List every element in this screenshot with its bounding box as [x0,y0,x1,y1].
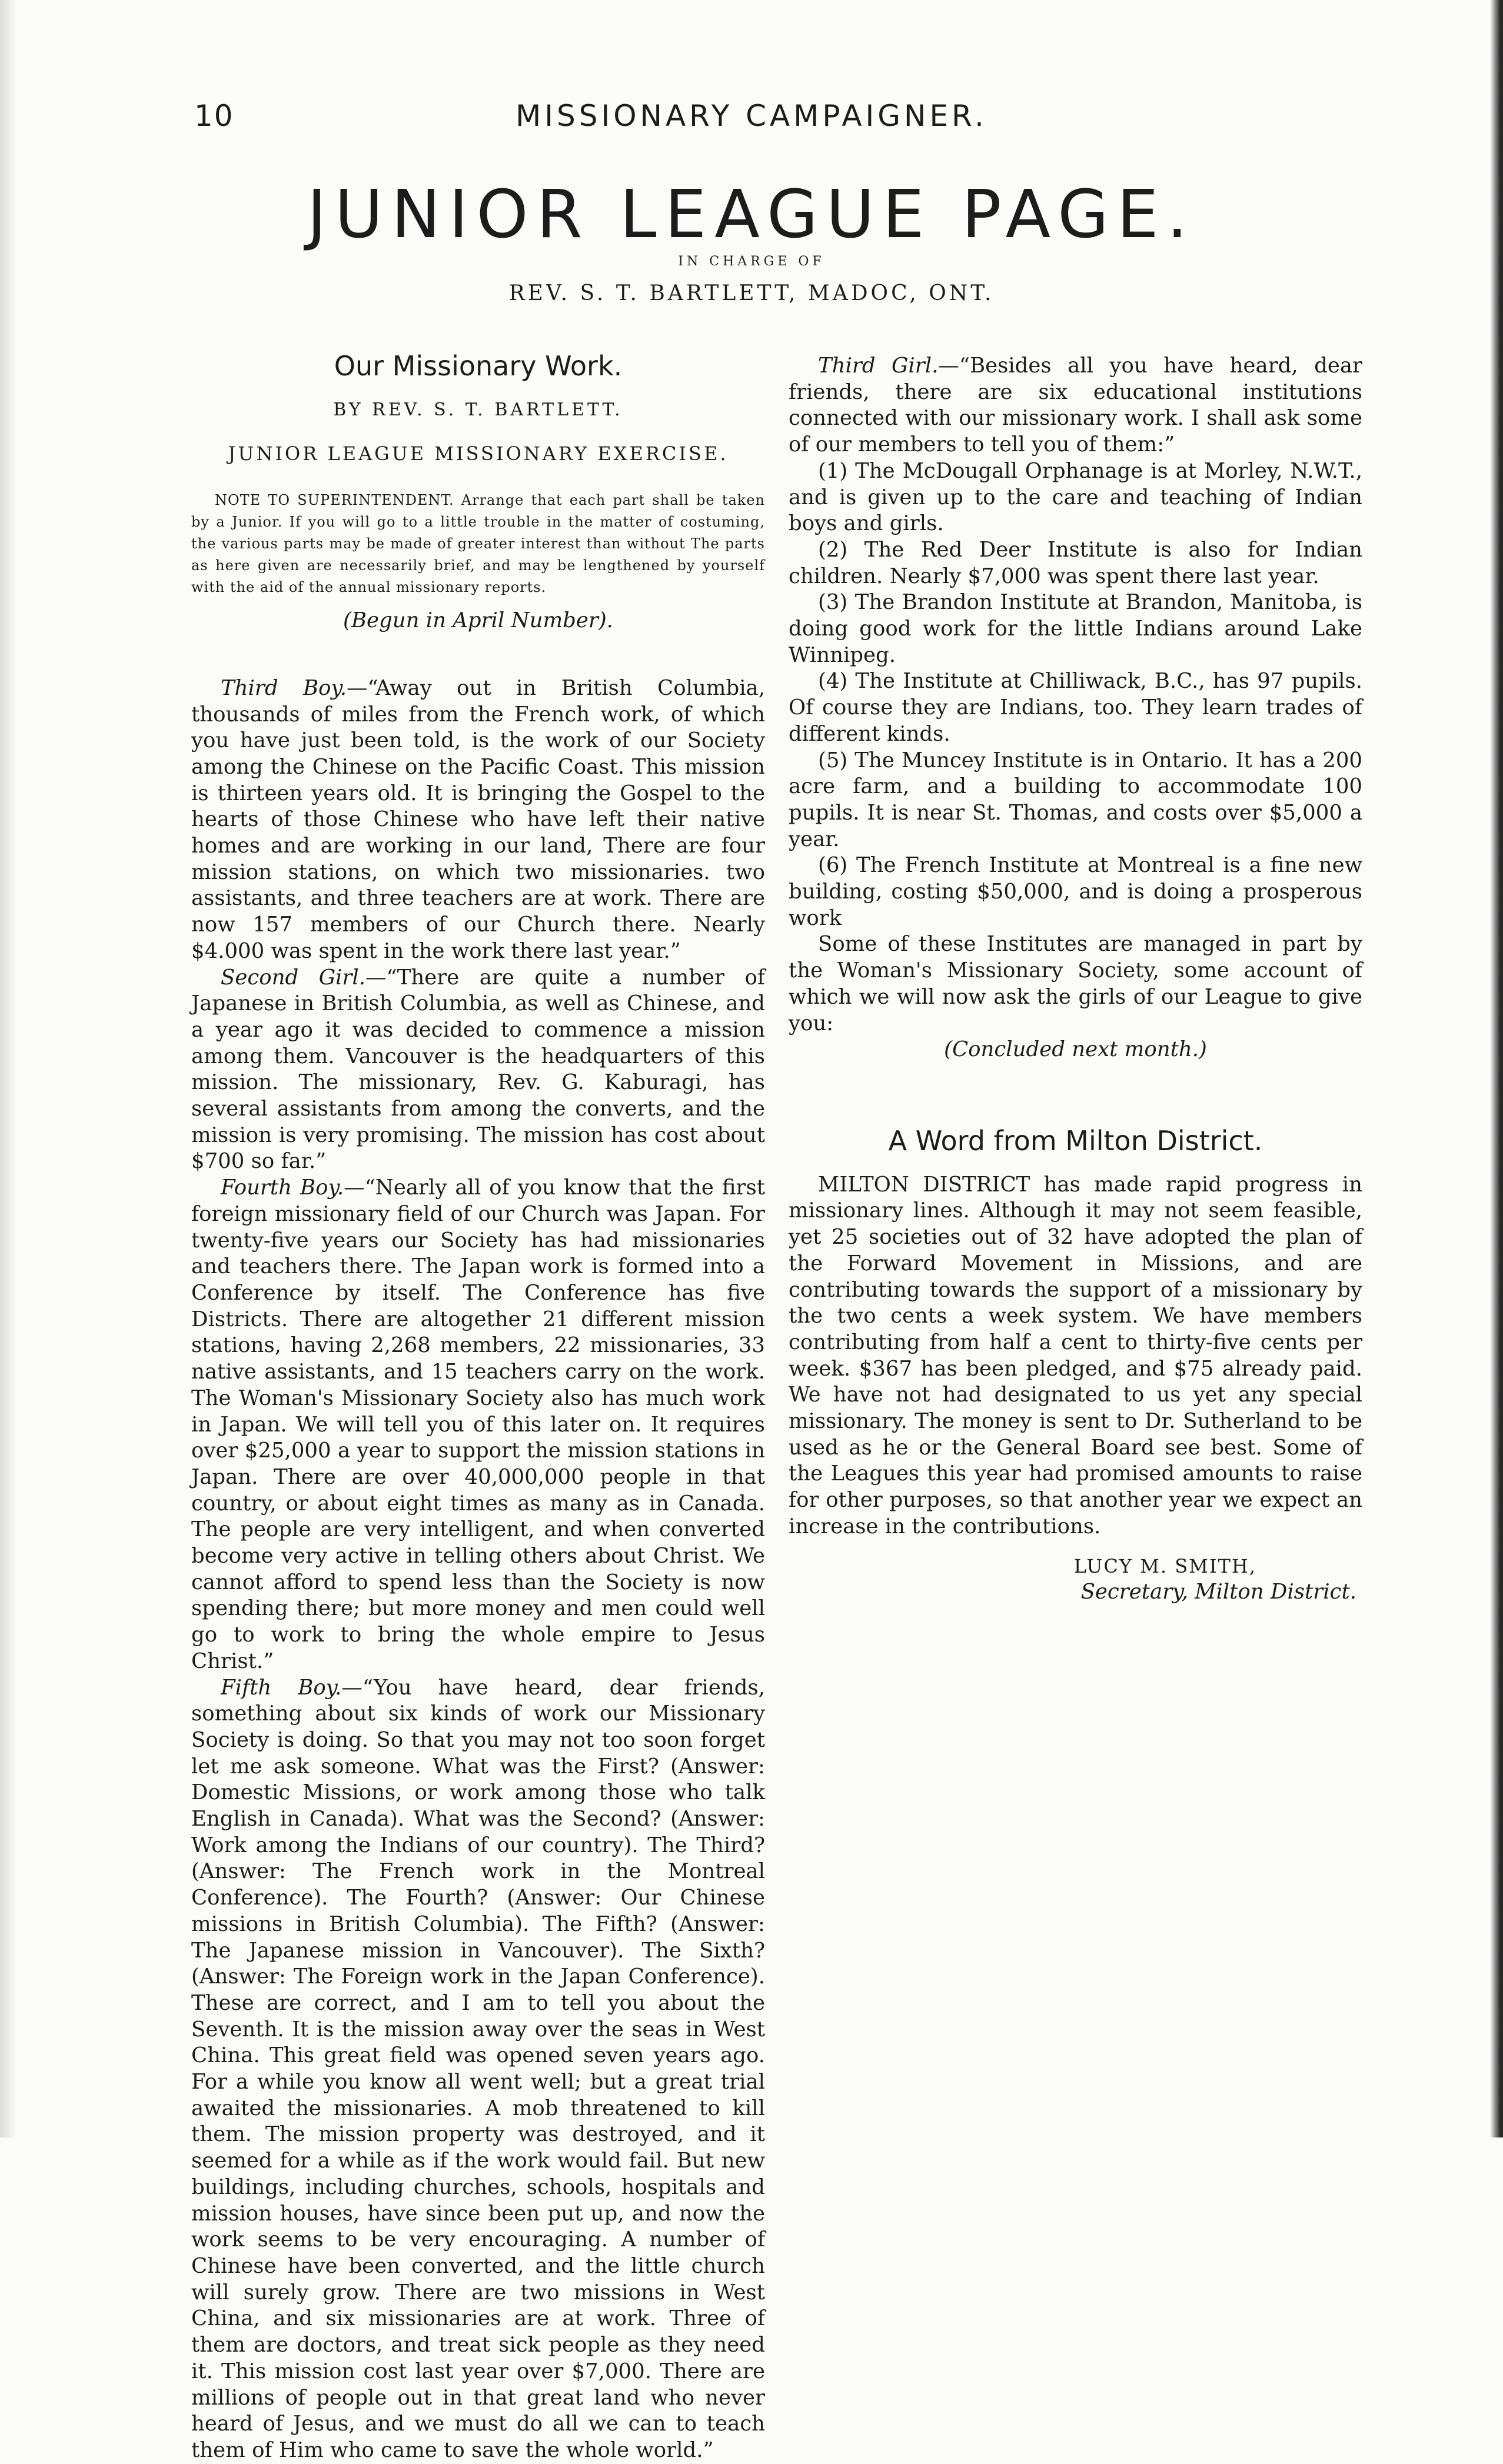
paragraph-text: —“Besides all you have heard, dear friends, there are six educational institutions connected with our missionary work. I shall ask some of our members to tell you of them:” [789,354,1362,457]
list-item: (5) The Muncey Institute is in Ontario. It has a 200 acre farm, and a building to accommodate 100 pupils. It is near St. Thomas, and costs over $5,000 a year. [789,748,1362,851]
column-left [191,350,766,2464]
signature [789,1553,1362,1606]
paragraph [191,1675,765,2464]
list-item: (3) The Brandon Institute at Brandon, Manitoba, is doing good work for the little Indians around Lake Winnipeg. [789,590,1362,667]
article-heading: Our Missionary Work. [334,350,623,382]
paragraph: MILTON DISTRICT has made rapid progress in missionary lines. Although it may not seem feasible, yet 25 societies out of 32 have adopted the plan of the Forward Movement in Missions, and are contributing towards the support of a missionary by the two cents a week system. We have members contributing from half a cent to thirty-five cents per week. $367 has been pledged, and $75 already paid. We have not had designated to us yet any special missionary. The money is sent to Dr. Sutherland to be used as he or the General Board see best. Some of the Leagues this year had promised amounts to raise for other purposes, so that another year we expect an increase in the contributions. [789,1172,1362,1539]
paragraph-text: —“There are quite a number of Japanese in British Columbia, as well as Chinese, and a year ago it was decided to commence a mission among them. Vancouver is the headquarters of this mission. The missionary, Rev. G. Kaburagi, has several assistants from among the converts, and the mission is very promising. The mission has cost about $700 so far.” [191,965,765,1174]
paragraph-text: —“You have heard, dear friends, something about six kinds of work our Missionary Society is doing. So that you may not too soon forget let me ask someone. What was the First? (Answer: Domestic Missions, or work among those who talk English in Canada). What was the Second? (Answer: Work among the Indians of our country). The Third? (Answer: The French work in the Montreal Conference). The Fourth? (Answer: Our Chinese missions in British Columbia). The Fifth? (Answer: The Japanese mission in Vancouver). The Sixth? (Answer: The Foreign work in the Japan Conference). These are correct, and I am to tell you about the Seventh. It is the mission away over the seas in West China. This great field was opened seven years ago. For a while you know all went well; but a great trial awaited the missionaries. A mob threatened to kill them. The mission property was destroyed, and it seemed for a while as if the work would fail. But new buildings, including churches, schools, hospitals and mission houses, have since been put up, and now the work seems to be very encouraging. A number of Chinese have been converted, and the little church will surely grow. There are two missions in West China, and six missionaries are at work. Three of them are doctors, and treat sick people as they need it. This mission cost last year over $7,000. There are millions of people out in that great land who never heard of Jesus, and we must do all we can to teach them of Him who came to save the whole world.” [191,1675,766,2462]
scan-edge-left [0,0,16,2137]
concluded-note: (Concluded next month.) [944,1037,1207,1062]
speaker-label: Fourth Boy. [221,1176,344,1200]
paragraph [191,675,765,965]
begun-note: (Begun in April Number). [343,608,613,633]
in-charge-label: IN CHARGE OF [678,254,825,269]
paragraph [191,965,765,1176]
paragraph [789,353,1362,458]
list-item: (4) The Institute at Chilliwack, B.C., has 97 pupils. Of course they are Indians, too. They learn trades of different kinds. [789,669,1362,746]
paragraph [191,1175,765,1674]
running-head: MISSIONARY CAMPAIGNER. [516,99,987,133]
article-byline: BY REV. S. T. BARTLETT. [333,399,623,420]
paragraph-text: —“Nearly all of you know that the first foreign missionary field of our Church was Japan. For twenty-five years our Society has had missionaries and teachers there. The Japan work is formed into a Conference by itself. The Conference has five Districts. There are altogether 21 different mission stations, having 2,268 members, 22 missionaries, 33 native assistants, and 15 teachers carry on the work. The Woman's Missionary Society also has much work in Japan. We will tell you of this later on. It requires over $25,000 a year to support the mission stations in Japan. There are over 40,000,000 people in that country, or about eight times as many as in Canada. The people are very intelligent, and when converted become very active in telling others about Christ. We cannot afford to spend less than the Society is now spending there; but more money and men could well go to work to bring the whole empire to Jesus Christ.” [191,1176,765,1673]
speaker-label: Second Girl. [221,965,366,990]
signature-title: Secretary, Milton District. [1080,1580,1356,1604]
list-item: (1) The McDougall Orphanage is at Morley, N.W.T., and is given up to the care and teaching of Indian boys and girls. [789,458,1362,536]
column-right [789,353,1362,1606]
list-item: (6) The French Institute at Montreal is a fine new building, costing $50,000, and is doing a prosperous work [789,853,1362,930]
page-title: JUNIOR LEAGUE PAGE. [307,177,1196,253]
signature-name: LUCY M. SMITH, [1073,1554,1256,1577]
article-heading-milton: A Word from Milton District. [888,1124,1263,1157]
page-number: 10 [194,99,234,133]
list-item: (2) The Red Deer Institute is also for Indian children. Nearly $7,000 was spent there last year. [789,537,1362,588]
article-subheading: JUNIOR LEAGUE MISSIONARY EXERCISE. [228,442,729,465]
closing-paragraph: Some of these Institutes are managed in part by the Woman's Missionary Society, some account of which we will now ask the girls of our League to give you: [789,932,1362,1035]
speaker-label: Third Boy. [221,675,347,700]
superintendent-note: NOTE TO SUPERINTENDENT. Arrange that each part shall be taken by a Junior. If you will go to a little trouble in the matter of costuming, the various parts may be made of greater interest than without The parts as here given are necessarily brief, and may be lengthened by yourself with the aid of the annual missionary reports. [191,492,765,596]
scan-edge-right [1490,0,1503,2137]
paragraph-text: —“Away out in British Columbia, thousands of miles from the French work, of which you have just been told, is the work of our Society among the Chinese on the Pacific Coast. This mission is thirteen years old. It is bringing the Gospel to the hearts of those Chinese who have left their native homes and are working in our land, There are four mission stations, on which two missionaries. two assistants, and three teachers are at work. There are now 157 members of our Church there. Nearly $4.000 was spent in the work there last year.” [191,675,765,963]
speaker-label: Third Girl. [818,354,939,378]
editor-line: REV. S. T. BARTLETT, MADOC, ONT. [508,281,995,305]
speaker-label: Fifth Boy. [221,1675,342,1700]
